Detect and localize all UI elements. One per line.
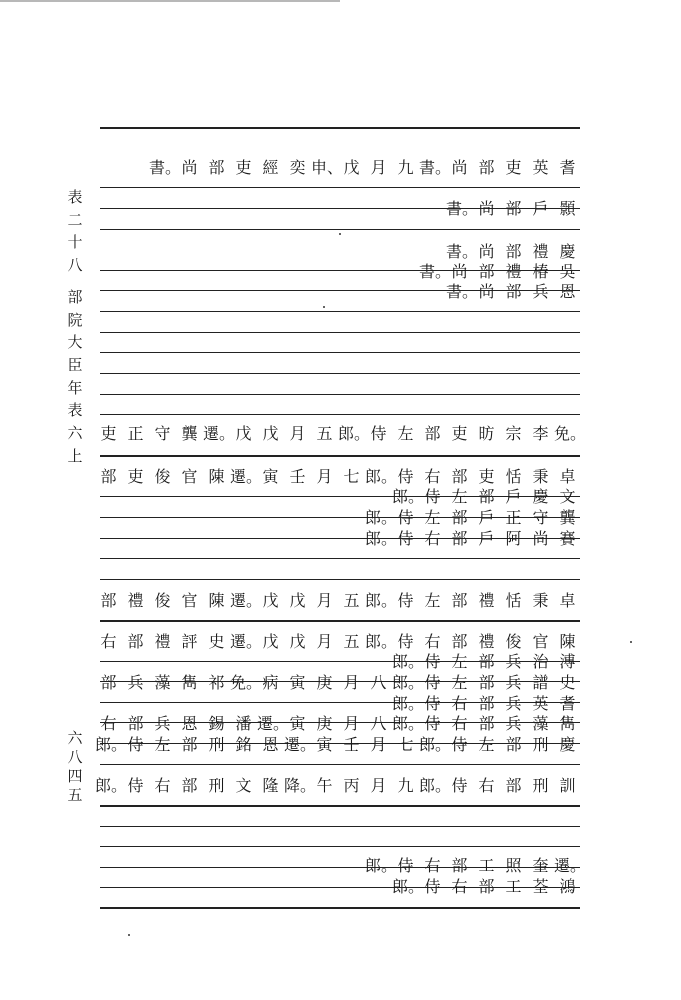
- ink-speck: [339, 233, 341, 235]
- table-cell-char: 郎。: [392, 693, 425, 713]
- table-cell-char: 部: [478, 672, 495, 692]
- table-cell-char: 評: [181, 631, 198, 651]
- table-cell-char: 壬: [289, 466, 306, 486]
- table-cell-char: 部: [451, 590, 468, 610]
- row-rule: [100, 805, 580, 807]
- row-rule: [100, 373, 580, 374]
- table-cell-char: 吏: [235, 157, 252, 177]
- table-cell-char: 史: [208, 631, 225, 651]
- table-cell-char: 侍: [127, 775, 144, 795]
- table-cell-char: 椿: [532, 261, 549, 281]
- table-row: [392, 873, 581, 897]
- table-cell-char: 刑: [208, 734, 225, 754]
- table-cell-char: 侍: [424, 651, 441, 671]
- table-cell-char: 侍: [397, 590, 414, 610]
- table-cell-char: 侍: [424, 486, 441, 506]
- table-cell-char: 鴻: [559, 876, 576, 896]
- table-cell-char: 午: [316, 775, 333, 795]
- table-cell-char: 部: [181, 734, 198, 754]
- table-cell-char: 官: [181, 466, 198, 486]
- table-cell-char: 遷。: [554, 855, 587, 875]
- table-cell-char: 卓: [559, 466, 576, 486]
- table-cell-char: 慶: [559, 241, 576, 261]
- table-cell-char: 訓: [559, 775, 576, 795]
- table-cell-char: 右: [100, 713, 117, 733]
- table-cell-char: 寅: [316, 734, 333, 754]
- table-cell-char: 部: [478, 651, 495, 671]
- table-cell-char: 書。: [149, 157, 182, 177]
- table-row: [446, 195, 581, 219]
- table-cell-char: 部: [478, 157, 495, 177]
- table-cell-char: 侍: [397, 528, 414, 548]
- table-cell-char: 申、: [311, 157, 344, 177]
- table-cell-char: 郎。: [365, 855, 398, 875]
- table-cell-char: 守: [154, 423, 171, 443]
- margin-title: [63, 186, 87, 467]
- table-cell-char: 丙: [343, 775, 360, 795]
- table-cell-char: 陳: [208, 466, 225, 486]
- table-cell-char: 左: [478, 734, 495, 754]
- table-cell-char: 郎。: [365, 528, 398, 548]
- table-cell-char: 官: [532, 631, 549, 651]
- table-cell-char: 右: [424, 855, 441, 875]
- table-cell-char: 俊: [154, 466, 171, 486]
- table-cell-char: 恩: [181, 713, 198, 733]
- table-cell-char: 賽: [559, 528, 576, 548]
- table-cell-char: 書。: [419, 157, 452, 177]
- table-cell-char: 錫: [208, 713, 225, 733]
- table-cell-char: 戊: [289, 631, 306, 651]
- table-cell-char: 右: [451, 876, 468, 896]
- table-cell-char: 部: [424, 423, 441, 443]
- table-cell-char: 部: [451, 631, 468, 651]
- margin-title-char: 二: [67, 210, 83, 229]
- table-cell-char: 部: [505, 775, 522, 795]
- table-cell-char: 部: [100, 466, 117, 486]
- table-cell-char: 雋: [181, 672, 198, 692]
- row-rule: [100, 826, 580, 827]
- table-cell-char: 侍: [370, 423, 387, 443]
- table-cell-char: 正: [505, 507, 522, 527]
- table-cell-char: 降。: [284, 775, 317, 795]
- table-cell-char: 兵: [505, 672, 522, 692]
- table-cell-char: 奕: [289, 157, 306, 177]
- table-cell-char: 尚: [451, 157, 468, 177]
- margin-title-char: 大: [67, 333, 83, 352]
- table-cell-char: 秉: [532, 466, 549, 486]
- table-cell-char: 部: [451, 466, 468, 486]
- table-row: [95, 587, 581, 611]
- table-cell-char: 藻: [532, 713, 549, 733]
- title-gap: [63, 277, 87, 286]
- table-cell-char: 五: [343, 631, 360, 651]
- row-rule: [100, 620, 580, 622]
- table-cell-char: 右: [154, 775, 171, 795]
- table-cell-char: 寅: [289, 672, 306, 692]
- table-cell-char: 部: [100, 590, 117, 610]
- table-cell-char: 寅: [289, 713, 306, 733]
- table-cell-char: 潘: [235, 713, 252, 733]
- table-cell-char: 工: [478, 855, 495, 875]
- table-cell-char: 譜: [532, 672, 549, 692]
- ink-speck: [630, 641, 632, 643]
- table-cell-char: 郎。: [338, 423, 371, 443]
- table-cell-char: 九: [397, 157, 414, 177]
- row-rule: [100, 187, 580, 188]
- table-cell-char: 荃: [532, 876, 549, 896]
- table-cell-char: 龔: [181, 423, 198, 443]
- table-row: [446, 278, 581, 302]
- page-number-char: 六: [67, 729, 83, 747]
- row-rule: [100, 455, 580, 457]
- table-cell-char: 戶: [505, 486, 522, 506]
- table-cell-char: 部: [478, 713, 495, 733]
- table-cell-char: 書。: [446, 281, 479, 301]
- table-row: [149, 154, 581, 178]
- table-cell-char: 郎。: [365, 507, 398, 527]
- table-cell-char: 部: [451, 528, 468, 548]
- table-cell-char: 月: [343, 713, 360, 733]
- table-cell-char: 遷。: [230, 466, 263, 486]
- table-bottom-rule: [100, 907, 580, 909]
- table-cell-char: 郎。: [419, 775, 452, 795]
- table-cell-char: 八: [370, 713, 387, 733]
- table-cell-char: 侍: [424, 713, 441, 733]
- table-cell-char: 書。: [419, 261, 452, 281]
- table-cell-char: 戊: [235, 423, 252, 443]
- table-cell-char: 俊: [154, 590, 171, 610]
- table-cell-char: 正: [127, 423, 144, 443]
- table-cell-char: 尚: [532, 528, 549, 548]
- table-cell-char: 右: [424, 466, 441, 486]
- table-cell-char: 戶: [478, 528, 495, 548]
- table-cell-char: 吳: [559, 261, 576, 281]
- table-cell-char: 尚: [478, 241, 495, 261]
- table-cell-char: 治: [532, 651, 549, 671]
- row-rule: [100, 764, 580, 765]
- table-cell-char: 右: [451, 693, 468, 713]
- row-rule: [100, 579, 580, 580]
- table-cell-char: 顥: [559, 198, 576, 218]
- page-number-char: 五: [67, 786, 83, 804]
- margin-title-char: 表: [67, 401, 83, 420]
- table-cell-char: 部: [127, 713, 144, 733]
- page-number-char: 八: [67, 748, 83, 766]
- table-cell-char: 月: [316, 631, 333, 651]
- table-cell-char: 侍: [451, 734, 468, 754]
- table-cell-char: 禮: [532, 241, 549, 261]
- table-cell-char: 月: [343, 672, 360, 692]
- table-cell-char: 左: [397, 423, 414, 443]
- table-cell-char: 遷。: [230, 631, 263, 651]
- table-cell-char: 部: [127, 631, 144, 651]
- table-cell-char: 尚: [181, 157, 198, 177]
- table-cell-char: 部: [505, 241, 522, 261]
- row-rule: [100, 311, 580, 312]
- table-cell-char: 禮: [127, 590, 144, 610]
- table-cell-char: 庚: [316, 672, 333, 692]
- table-cell-char: 庚: [316, 713, 333, 733]
- table-cell-char: 吏: [478, 466, 495, 486]
- table-cell-char: 免。: [554, 423, 587, 443]
- table-cell-char: 戊: [262, 423, 279, 443]
- table-cell-char: 郎。: [392, 486, 425, 506]
- table-cell-char: 兵: [532, 281, 549, 301]
- table-cell-char: 郎。: [392, 713, 425, 733]
- table-cell-char: 遷。: [203, 423, 236, 443]
- table-cell-char: 左: [451, 486, 468, 506]
- table-cell-char: 部: [478, 261, 495, 281]
- table-cell-char: 五: [343, 590, 360, 610]
- table-cell-char: 英: [532, 693, 549, 713]
- table-cell-char: 侍: [397, 466, 414, 486]
- table-cell-char: 右: [424, 528, 441, 548]
- table-cell-char: 月: [370, 734, 387, 754]
- table-cell-char: 禮: [478, 590, 495, 610]
- table-cell-char: 慶: [559, 734, 576, 754]
- table-cell-char: 郎。: [365, 590, 398, 610]
- table-cell-char: 壬: [343, 734, 360, 754]
- row-rule: [100, 229, 580, 230]
- table-cell-char: 龔: [559, 507, 576, 527]
- table-cell-char: 郎。: [392, 651, 425, 671]
- table-cell-char: 吏: [100, 423, 117, 443]
- table-cell-char: 慶: [532, 486, 549, 506]
- table-cell-char: 侍: [127, 734, 144, 754]
- table-cell-char: 恩: [559, 281, 576, 301]
- table-cell-char: 禮: [505, 261, 522, 281]
- table-cell-char: 部: [451, 507, 468, 527]
- table-cell-char: 戶: [532, 198, 549, 218]
- table-cell-char: 戊: [262, 631, 279, 651]
- table-cell-char: 照: [505, 855, 522, 875]
- ink-speck: [323, 306, 325, 308]
- table-cell-char: 昉: [478, 423, 495, 443]
- table-cell-char: 守: [532, 507, 549, 527]
- table-cell-char: 尚: [451, 261, 468, 281]
- table-cell-char: 侍: [451, 775, 468, 795]
- table-cell-char: 部: [181, 775, 198, 795]
- margin-title-char: 六: [67, 424, 83, 443]
- margin-title-char: 上: [67, 446, 83, 465]
- table-cell-char: 免。: [230, 672, 263, 692]
- table-cell-char: 郎。: [95, 775, 128, 795]
- table-cell-char: 戊: [262, 590, 279, 610]
- table-cell-char: 遷。: [257, 713, 290, 733]
- table-cell-char: 月: [370, 157, 387, 177]
- table-cell-char: 右: [424, 631, 441, 651]
- table-cell-char: 尚: [478, 198, 495, 218]
- margin-title-char: 臣: [67, 355, 83, 374]
- table-cell-char: 部: [478, 693, 495, 713]
- table-cell-char: 七: [343, 466, 360, 486]
- table-cell-char: 部: [478, 486, 495, 506]
- table-cell-char: 英: [532, 157, 549, 177]
- table-cell-char: 戊: [289, 590, 306, 610]
- table-cell-char: 阿: [505, 528, 522, 548]
- table-cell-char: 恬: [505, 466, 522, 486]
- table-cell-char: 陳: [559, 631, 576, 651]
- row-rule: [100, 352, 580, 353]
- table-cell-char: 侍: [424, 672, 441, 692]
- table-cell-char: 左: [424, 590, 441, 610]
- table-cell-char: 戊: [343, 157, 360, 177]
- table-cell-char: 九: [397, 775, 414, 795]
- table-cell-char: 左: [424, 507, 441, 527]
- table-row: [365, 525, 581, 549]
- table-cell-char: 刑: [532, 734, 549, 754]
- row-rule: [100, 558, 580, 559]
- table-cell-char: 溥: [559, 651, 576, 671]
- table-top-rule: [100, 127, 580, 129]
- table-cell-char: 尚: [478, 281, 495, 301]
- table-cell-char: 戶: [478, 507, 495, 527]
- table-row: [95, 772, 581, 796]
- table-cell-char: 文: [559, 486, 576, 506]
- table-cell-char: 禮: [478, 631, 495, 651]
- table-cell-char: 吏: [451, 423, 468, 443]
- table-cell-char: 左: [451, 651, 468, 671]
- table-cell-char: 文: [235, 775, 252, 795]
- row-rule: [100, 332, 580, 333]
- table-cell-char: 奎: [532, 855, 549, 875]
- table-cell-char: 卓: [559, 590, 576, 610]
- table-cell-char: 官: [181, 590, 198, 610]
- table-cell-char: 部: [208, 157, 225, 177]
- table-cell-char: 侍: [424, 693, 441, 713]
- table-cell-char: 郎。: [365, 631, 398, 651]
- table-cell-char: 宗: [505, 423, 522, 443]
- table-cell-char: 吏: [127, 466, 144, 486]
- table-cell-char: 遷。: [230, 590, 263, 610]
- table-cell-char: 俊: [505, 631, 522, 651]
- table-cell-char: 耆: [559, 693, 576, 713]
- table-cell-char: 月: [370, 775, 387, 795]
- table-cell-char: 侍: [397, 507, 414, 527]
- page-number: [63, 729, 87, 805]
- table-cell-char: 寅: [262, 466, 279, 486]
- row-rule: [100, 846, 580, 847]
- table-cell-char: 左: [451, 672, 468, 692]
- table-row: [95, 420, 587, 444]
- table-cell-char: 侍: [424, 876, 441, 896]
- table-cell-char: 月: [289, 423, 306, 443]
- table-cell-char: 郎。: [392, 672, 425, 692]
- page-number-char: 四: [67, 767, 83, 785]
- table-cell-char: 八: [370, 672, 387, 692]
- table-cell-char: 刑: [208, 775, 225, 795]
- table-cell-char: 部: [451, 855, 468, 875]
- table-cell-char: 工: [505, 876, 522, 896]
- table-cell-char: 藻: [154, 672, 171, 692]
- table-cell-char: 郎。: [365, 466, 398, 486]
- table-cell-char: 病: [262, 672, 279, 692]
- table-cell-char: 侍: [397, 631, 414, 651]
- table-cell-char: 銘: [235, 734, 252, 754]
- table-cell-char: 郎。: [95, 734, 128, 754]
- table-cell-char: 史: [559, 672, 576, 692]
- table-cell-char: 侍: [397, 855, 414, 875]
- table-cell-char: 月: [316, 590, 333, 610]
- margin-title-char: 院: [67, 310, 83, 329]
- table-cell-char: 恬: [505, 590, 522, 610]
- table-cell-char: 恩: [262, 734, 279, 754]
- table-cell-char: 刑: [532, 775, 549, 795]
- table-cell-char: 李: [532, 423, 549, 443]
- table-cell-char: 部: [505, 198, 522, 218]
- row-rule: [100, 394, 580, 395]
- table-cell-char: 五: [316, 423, 333, 443]
- table-cell-char: 右: [478, 775, 495, 795]
- table-cell-char: 郎。: [419, 734, 452, 754]
- table-cell-char: 經: [262, 157, 279, 177]
- margin-title-char: 十: [67, 233, 83, 252]
- table-cell-char: 兵: [505, 693, 522, 713]
- table-cell-char: 部: [478, 876, 495, 896]
- table-cell-char: 右: [451, 713, 468, 733]
- table-cell-char: 左: [154, 734, 171, 754]
- table-cell-char: 部: [505, 281, 522, 301]
- table-cell-char: 兵: [505, 713, 522, 733]
- table-cell-char: 陳: [208, 590, 225, 610]
- table-cell-char: 部: [100, 672, 117, 692]
- table-cell-char: 祁: [208, 672, 225, 692]
- table-cell-char: 耆: [559, 157, 576, 177]
- table-cell-char: 右: [100, 631, 117, 651]
- margin-title-char: 年: [67, 378, 83, 397]
- table-row: [95, 731, 581, 755]
- table-cell-char: 兵: [127, 672, 144, 692]
- table-cell-char: 隆: [262, 775, 279, 795]
- table-cell-char: 月: [316, 466, 333, 486]
- table-cell-char: 兵: [505, 651, 522, 671]
- margin-title-char: 部: [67, 287, 83, 306]
- table-cell-char: 七: [397, 734, 414, 754]
- table-cell-char: 書。: [446, 241, 479, 261]
- table-cell-char: 雋: [559, 713, 576, 733]
- table-cell-char: 吏: [505, 157, 522, 177]
- table-cell-char: 兵: [154, 713, 171, 733]
- table-cell-char: 部: [505, 734, 522, 754]
- margin-title-char: 八: [67, 256, 83, 275]
- table-cell-char: 秉: [532, 590, 549, 610]
- table-cell-char: 郎。: [392, 876, 425, 896]
- ink-speck: [128, 934, 130, 936]
- table-cell-char: 禮: [154, 631, 171, 651]
- table-cell-char: 遷。: [284, 734, 317, 754]
- margin-title-char: 表: [67, 188, 83, 206]
- table-cell-char: 書。: [446, 198, 479, 218]
- row-rule: [100, 414, 580, 415]
